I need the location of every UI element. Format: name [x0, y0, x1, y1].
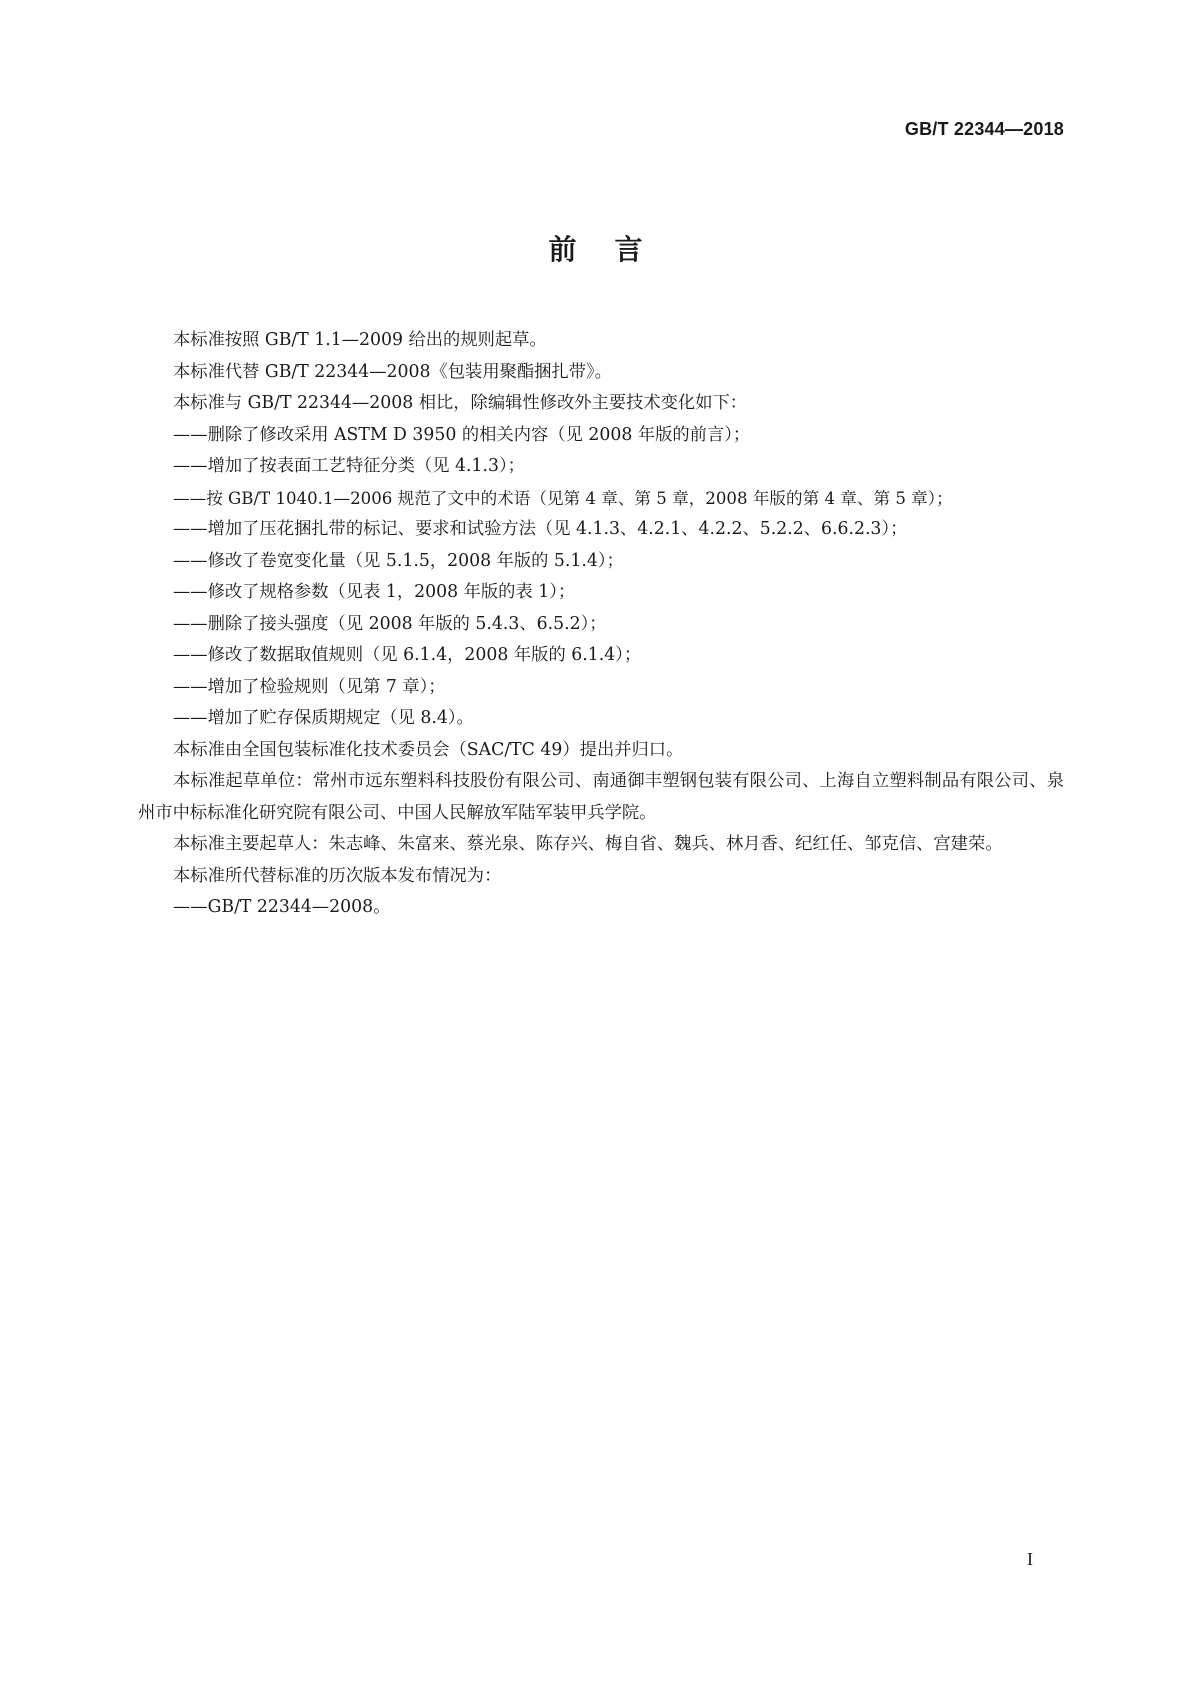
change-item: ——修改了数据取值规则（见 6.1.4，2008 年版的 6.1.4）；: [173, 645, 642, 665]
previous-edition-item: ——GB/T 22344—2008。: [173, 897, 391, 917]
change-item: ——增加了压花捆扎带的标记、要求和试验方法（见 4.1.3、4.2.1、4.2.2、5.2.2、6.6.2.3）；: [173, 519, 908, 539]
change-item: ——修改了卷宽变化量（见 5.1.5，2008 年版的 5.1.4）；: [173, 550, 624, 571]
paragraph-changes-intro: 本标准与 GB/T 22344—2008 相比，除编辑性修改外主要技术变化如下：: [173, 393, 748, 413]
change-item: ——增加了贮存保质期规定（见 8.4）。: [173, 708, 474, 728]
foreword-body: [138, 325, 1064, 924]
standard-code: GB/T 22344—2018: [904, 119, 1064, 139]
page-number: I: [1027, 1549, 1033, 1569]
page-title: 前言: [548, 233, 681, 266]
change-item: ——按 GB/T 1040.1—2006 规范了文中的术语（见第 4 章、第 5 章，2008 年版的第 4 章、第 5 章）；: [173, 488, 953, 508]
paragraph-drafters: 本标准主要起草人：朱志峰、朱富来、蔡光泉、陈存兴、梅自省、魏兵、林月香、纪红任、邹克信、宫建荣。: [173, 834, 1003, 854]
paragraph-proposed-by: 本标准由全国包装标准化技术委员会（SAC/TC 49）提出并归口。: [173, 739, 684, 760]
paragraph-previous-editions: 本标准所代替标准的历次版本发布情况为：: [173, 865, 502, 886]
change-item: ——增加了按表面工艺特征分类（见 4.1.3）；: [173, 456, 525, 476]
change-item: ——修改了规格参数（见表 1，2008 年版的表 1）；: [173, 582, 576, 602]
change-item: ——删除了修改采用 ASTM D 3950 的相关内容（见 2008 年版的前言）；: [173, 424, 751, 445]
change-item: ——删除了接头强度（见 2008 年版的 5.4.3、6.5.2）；: [173, 613, 607, 634]
change-item: ——增加了检验规则（见第 7 章）；: [173, 676, 446, 697]
paragraph-drafting-units: 本标准起草单位：常州市远东塑料科技股份有限公司、南通御丰塑钢包装有限公司、上海自立塑料制品有限公司、泉州市中标标准化研究院有限公司、中国人民解放军陆军装甲兵学院。: [138, 771, 1064, 823]
paragraph-drafting-rules: 本标准按照 GB/T 1.1—2009 给出的规则起草。: [173, 330, 547, 350]
paragraph-replaces: 本标准代替 GB/T 22344—2008《包装用聚酯捆扎带》。: [173, 361, 612, 382]
